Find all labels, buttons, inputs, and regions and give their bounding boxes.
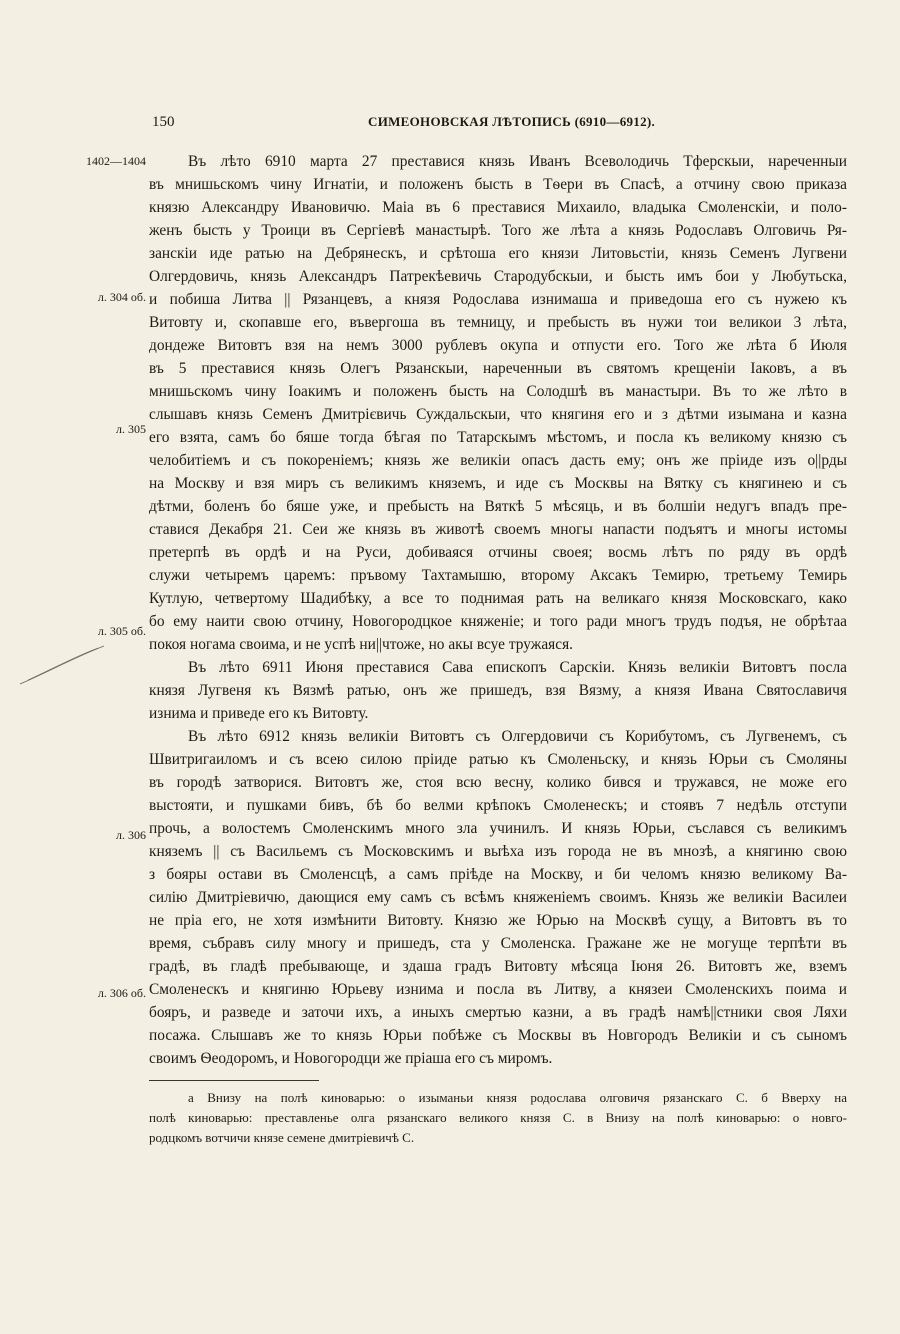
text-line: Витовту и, скопавше его, въвергоша въ темницу, и пребысть въ нужи тои великои 3 лѣта, xyxy=(149,314,847,331)
footnote-line: полѣ киноварью: преставленье олга рязанскаго великого князя С. в Внизу на полѣ киноварью: о новго- xyxy=(149,1110,847,1125)
text-line: бо ему наити свою отчину, Новогородцкое княженіе; и того ради многъ трудъ подъя, не обрѣтаа xyxy=(149,613,847,630)
text-line: служи четыремъ царемъ: пръвому Тахтамышю, второму Аксакъ Темирю, третьему Темирь xyxy=(149,567,847,584)
text-line: князю Александру Ивановичю. Маіа въ 6 преставися Михаило, владыка Смоленскіи, и поло- xyxy=(149,199,847,216)
leaf-marker: л. 304 об. xyxy=(97,290,146,304)
text-line: дѣтми, боленъ бо бяше уже, и пребысть на Вяткѣ 5 мѣсяць, и въ болшіи недугъ впадъ пре- xyxy=(149,498,847,515)
text-line: и побиша Литва || Рязанцевъ, а князя Родослава изнимаша и приведоша его съ нужею къ xyxy=(149,291,847,308)
running-head: СИМЕОНОВСКАЯ ЛѢТОПИСЬ (6910—6912). xyxy=(368,114,656,129)
footnote-rule xyxy=(149,1080,319,1081)
text-line: з бояры остави въ Смоленсцѣ, а самъ пріѣде на Москву, и би челомъ князю великому Ва- xyxy=(149,866,847,883)
text-line: Въ лѣто 6911 Июня преставися Сава епископъ Сарскіи. Князь великіи Витовтъ посла xyxy=(188,659,847,676)
text-line: Швитригаиломъ и съ всею силою пріиде ратью къ Смоленьску, и князь Юрьи съ Смоляны xyxy=(149,751,847,768)
text-line: женъ бысть у Троици въ Сергіевѣ манастырѣ. Того же лѣта а князь Родославъ Олговичь Ря- xyxy=(149,222,847,239)
text-line: въ городѣ затворися. Витовтъ же, стоя всю весну, колико бився и тружався, не може его xyxy=(149,774,847,791)
text-line: Смоленескъ и княгиню Юрьеву изнима и посла въ Литву, а князеи Смоленскихъ поима и xyxy=(149,981,847,998)
text-line: ставися Декабря 21. Сеи же князь въ животѣ своемъ многы напасти подъятъ и многы истомы xyxy=(149,521,847,538)
text-line: княземъ || съ Васильемъ съ Московскимъ и выѣха изъ города не въ мнозѣ, а княгиню свою xyxy=(149,843,847,860)
leaf-marker: л. 306 об. xyxy=(97,986,146,1000)
text-line: Олгердовичь, князь Александръ Патрекѣевичь Стародубскыи, и бысть имъ бои у Любутьска, xyxy=(149,268,847,285)
text-line: время, събравъ силу многу и пришедъ, ста у Смоленска. Гражане же не могуще терпѣти въ xyxy=(149,935,847,952)
text-line: Въ лѣто 6912 князь великіи Витовтъ съ Олгердовичи съ Корибутомъ, съ Лугвенемъ, съ xyxy=(188,728,847,745)
text-line: его взята, самъ бо бяше тогда бѣгая по Татарскымъ мѣстомъ, и посла къ великому князю съ xyxy=(149,429,847,446)
text-line: Въ лѣто 6910 марта 27 преставися князь Иванъ Всеволодичь Тферскыи, нареченныи xyxy=(188,153,847,170)
text-line: бояръ, и разведе и заточи ихъ, а иныхъ смертью казни, а въ градѣ намѣ||стники своя Ляхи xyxy=(149,1004,847,1021)
text-line: на Москву и взя миръ съ великимъ княземъ, и иде съ Москвы на Вятку съ княгинею и съ xyxy=(149,475,847,492)
leaf-marker: л. 306 xyxy=(116,828,146,842)
text-line: покоя ногама своима, и не успѣ ни||чтоже, но акы всуе тружаяся. xyxy=(149,636,574,653)
text-line: изнима и приведе его къ Витовту. xyxy=(149,705,369,722)
text-line: своимъ Ѳеодоромъ, и Новогородци же пріаша его съ миромъ. xyxy=(149,1050,553,1067)
margin-pen-stroke xyxy=(18,640,108,690)
margin-years: 1402—1404 xyxy=(86,154,146,168)
page-number: 150 xyxy=(152,114,175,130)
footnote-line: а Внизу на полѣ киноварью: о изыманьи князя родослава олговичя рязанскаго С. б Вверху на xyxy=(188,1090,847,1105)
text-line: дондеже Витовтъ взя на немъ 3000 рублевъ окупа и отпусти его. Того же лѣта б Июля xyxy=(149,337,847,354)
text-line: Кутлую, четвертому Шадибѣку, а все то поднимая рать на великаго князя Московскаго, како xyxy=(149,590,847,607)
footnote-line: родцкомъ вотчичи князе семене дмитріевичѣ С. xyxy=(149,1130,415,1145)
text-line: не пріа его, не хотя измѣнити Витовту. Князю же Юрью на Москвѣ сущу, а Витовтъ въ то xyxy=(149,912,847,929)
leaf-marker: л. 305 об. xyxy=(97,624,146,638)
leaf-marker: л. 305 xyxy=(116,422,146,436)
text-line: мнишьскомъ чину Іоакимъ и положенъ бысть на Солодшѣ въ манастыри. Въ то же лѣто в xyxy=(149,383,847,400)
text-line: прочь, а волостемъ Смоленскимъ много зла учинилъ. И князь Юрьи, съслався съ великимъ xyxy=(149,820,847,837)
text-line: въ 5 преставися князь Олегъ Рязанскыи, нареченныи въ святомъ крещеніи Іаковъ, а въ xyxy=(149,360,847,377)
text-line: челобитіемъ и съ покореніемъ; князь же великіи опасъ дасть ему; онъ же пріиде изъ о||рды xyxy=(149,452,847,469)
text-line: занскіи иде ратью на Дебрянескъ, и срѣтоша его князи Литовьстіи, князь Семенъ Лугвени xyxy=(149,245,847,262)
text-line: выстояти, и пушками бивъ, бѣ бо велми крѣпокъ Смоленескъ; и стоявъ 7 недѣль отступи xyxy=(149,797,847,814)
text-line: въ мнишьскомъ чину Игнатіи, и положенъ бысть в Тѳери въ Спасѣ, а отчину свою приказа xyxy=(149,176,847,193)
text-line: слышавъ князь Семенъ Дмитрієвичь Суждальскыи, что княгиня его и з дѣтми изымана и казна xyxy=(149,406,847,423)
text-line: градѣ, въ гладѣ пребывающе, и здаша градъ Витовту мѣсяца Іюня 26. Витовтъ же, вземъ xyxy=(149,958,847,975)
text-line: князя Лугвеня къ Вязмѣ ратью, онъ же пришедъ, взя Вязму, а князя Ивана Святославичя xyxy=(149,682,847,699)
text-line: силію Дмитріевичю, дающися ему самъ съ всѣмъ княженіемъ своимъ. Князь же великіи Василеи xyxy=(149,889,847,906)
text-line: претерпѣ въ ордѣ и на Руси, добиваяся отчины своея; восмь лѣтъ по ряду въ ордѣ xyxy=(149,544,847,561)
text-line: посажа. Слышавъ же то князь Юрьи побѣже съ Москвы въ Новгородъ Великіи и съ сыномъ xyxy=(149,1027,847,1044)
